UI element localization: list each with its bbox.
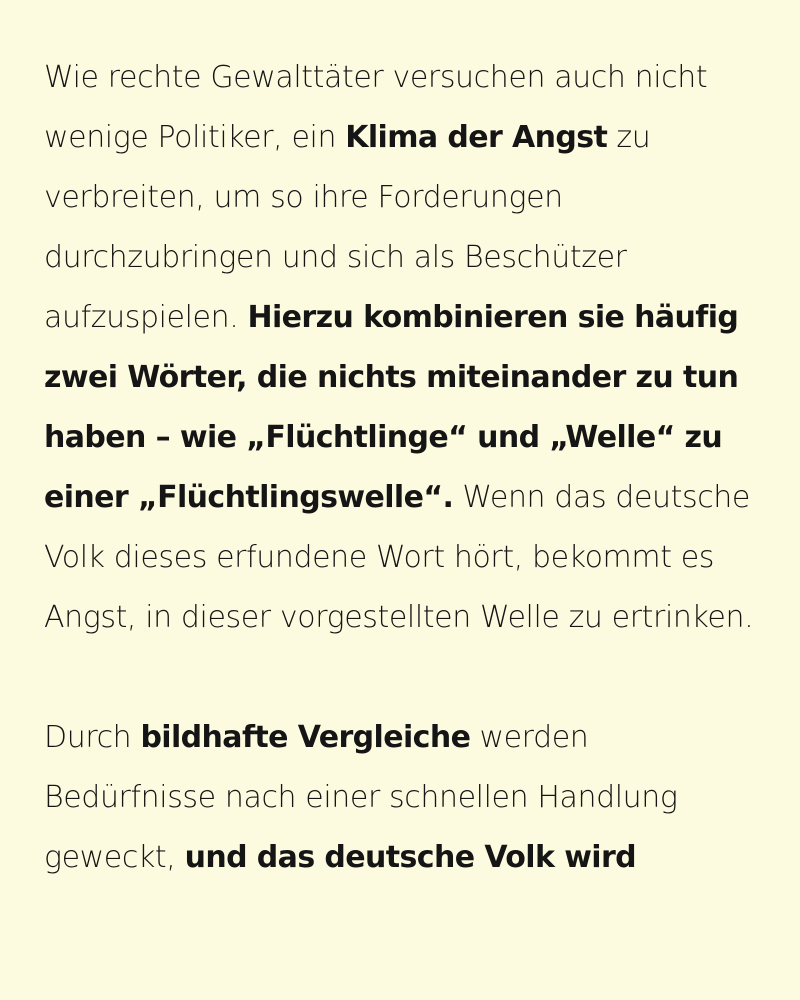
- paragraph-2-bold-2: und das deutsche Volk wird: [184, 840, 637, 875]
- paragraph-2: [44, 708, 760, 888]
- paragraph-2-bold-1: bildhafte Vergleiche: [140, 720, 471, 755]
- paragraph-1-bold-2: Hierzu kombinieren sie häufig zwei Wörter, die nichts miteinander zu tun haben – wie „Flüchtlinge“ und „Welle“ zu einer „Flüchtlingswelle“.: [44, 300, 739, 515]
- paragraph-2-text-2: werden Bedürfnisse nach einer schnellen Handlung geweckt,: [44, 720, 678, 875]
- paragraph-1-text-2: zu verbreiten, um so ihre Forderungen durchzubringen und sich als Beschützer aufzuspielen.: [44, 120, 651, 335]
- paragraph-2-text-1: Durch: [44, 720, 141, 755]
- paragraph-1: [44, 48, 760, 648]
- paragraph-1-text-3: Wenn das deutsche Volk dieses erfundene Wort hört, bekommt es Angst, in dieser vorgestellten Welle zu ertrinken.: [44, 480, 754, 635]
- paragraph-spacer: [44, 648, 760, 708]
- paragraph-1-text-1: Wie rechte Gewalttäter versuchen auch nicht wenige Politiker, ein: [44, 60, 708, 155]
- paragraph-1-bold-1: Klima der Angst: [345, 120, 608, 155]
